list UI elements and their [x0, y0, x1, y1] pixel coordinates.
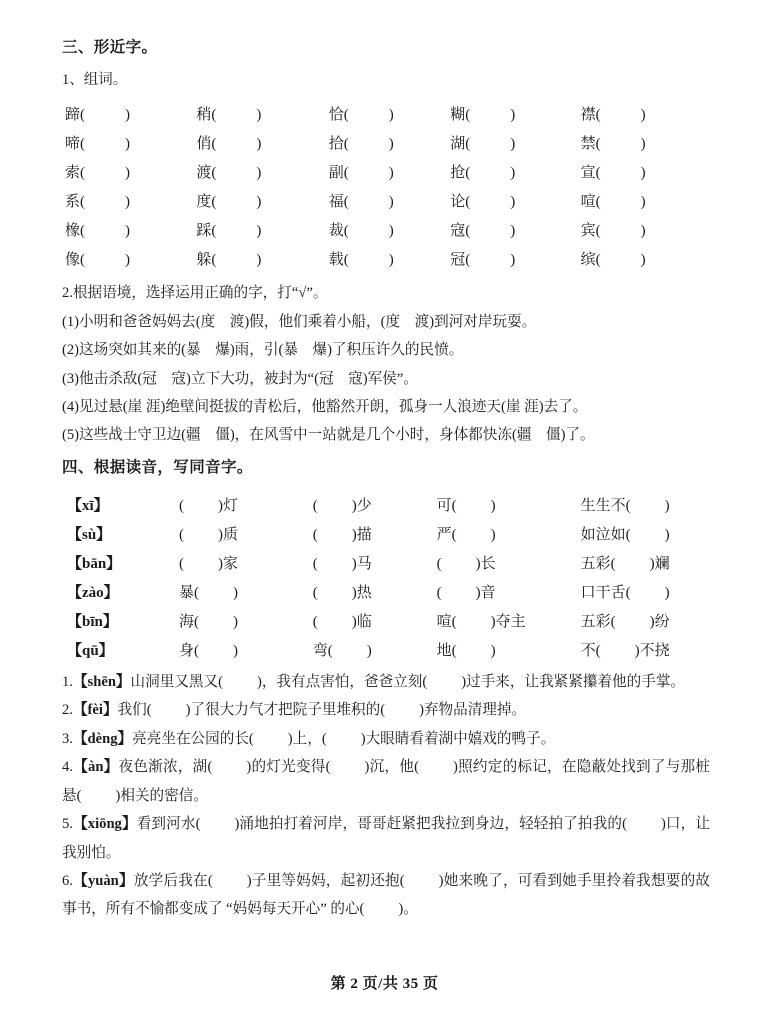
- grid-cell: [62, 157, 196, 186]
- cell-prefix: 严(: [436, 526, 457, 543]
- page-content: [62, 38, 710, 924]
- grid-cell: [62, 128, 196, 157]
- cell-suffix: )描: [351, 526, 372, 543]
- cell-prefix: 口干舌(: [580, 584, 631, 601]
- cell-prefix: 身(: [179, 642, 199, 659]
- grid-cell: [62, 99, 196, 128]
- sentence-part: 亮亮坐在公园的长(: [132, 730, 254, 747]
- pinyin-label: 【zào】: [67, 584, 119, 601]
- similar-characters-grid: [62, 99, 710, 273]
- close-paren: ): [388, 252, 394, 269]
- cell-char: 宣(: [580, 165, 601, 182]
- homophone-cell: [313, 577, 437, 606]
- pinyin-label: 【yuàn】: [72, 873, 134, 890]
- pinyin-label: 【shēn】: [72, 673, 131, 690]
- pinyin-label: 【sù】: [67, 526, 112, 543]
- cell-char: 缤(: [580, 252, 601, 269]
- sentence-part: )照约定的标记，在隐蔽处找到了与那桩悬(: [62, 759, 710, 804]
- fill-sentence-1[interactable]: [62, 668, 710, 696]
- close-paren: ): [256, 107, 262, 124]
- cell-char: 躲(: [196, 252, 217, 269]
- cell-char: 副(: [328, 165, 349, 182]
- sentence-part: )她来晚了，可看到她手里拎着我想要的故事书，所有不愉都变成了 “妈妈每天开心” 的心(: [62, 873, 710, 918]
- cell-prefix: 弯(: [312, 642, 333, 659]
- cell-char: 稍(: [196, 107, 217, 124]
- close-paren: ): [640, 136, 646, 153]
- close-paren: ): [388, 165, 394, 182]
- cell-prefix: (: [179, 555, 184, 572]
- fill-sentence-3[interactable]: [62, 725, 710, 753]
- close-paren: ): [640, 252, 646, 269]
- close-paren: ): [388, 107, 394, 124]
- fill-sentence-2[interactable]: [62, 696, 710, 724]
- cell-suffix: )少: [351, 497, 372, 514]
- item-number: 5.: [62, 816, 73, 833]
- cell-prefix: (: [312, 584, 318, 601]
- grid-cell: [581, 244, 710, 273]
- cell-char: 像(: [65, 252, 85, 269]
- close-paren: ): [256, 165, 262, 182]
- close-paren: ): [125, 223, 130, 240]
- cell-char: 抢(: [450, 165, 471, 182]
- grid-cell: [450, 186, 580, 215]
- cell-char: 福(: [328, 194, 349, 211]
- cell-suffix: )马: [351, 555, 372, 572]
- cell-char: 系(: [65, 194, 85, 211]
- sentence-part: 山洞里又黑又(: [130, 673, 223, 690]
- cell-suffix: )长: [475, 555, 496, 572]
- cell-prefix: (: [436, 584, 442, 601]
- item-number: 1.: [62, 673, 73, 690]
- cell-char: 俏(: [196, 136, 217, 153]
- table-row: [62, 244, 710, 273]
- cell-char: 论(: [450, 194, 471, 211]
- choice-question-3[interactable]: (3)他击杀敌(冠 寇)立下大功，被封为“(冠 寇)军侯”。: [62, 370, 418, 387]
- grid-cell: [196, 244, 328, 273]
- pinyin-label: 【xī】: [67, 497, 109, 514]
- cell-prefix: (: [312, 526, 318, 543]
- sentence-part: )的灯光变得(: [246, 759, 331, 776]
- cell-suffix: )临: [351, 613, 372, 630]
- homophone-cell: [313, 519, 437, 548]
- cell-suffix: )不挠: [634, 642, 670, 659]
- cell-prefix: 可(: [436, 497, 457, 514]
- table-row: [62, 157, 710, 186]
- sentence-part: )口，让我别怕。: [62, 816, 710, 861]
- homophone-table: [62, 490, 710, 664]
- cell-char: 蹄(: [65, 107, 85, 124]
- grid-cell: [329, 99, 450, 128]
- cell-suffix: ): [664, 584, 670, 601]
- grid-cell: [196, 215, 328, 244]
- cell-prefix: (: [436, 555, 442, 572]
- cell-prefix: 暴(: [179, 584, 199, 601]
- cell-prefix: (: [312, 555, 318, 572]
- cell-char: 禁(: [580, 136, 601, 153]
- homophone-cell: [179, 490, 313, 519]
- close-paren: ): [640, 107, 646, 124]
- cell-suffix: )灯: [218, 497, 238, 514]
- grid-cell: [329, 128, 450, 157]
- cell-prefix: (: [312, 497, 318, 514]
- cell-char: 宾(: [580, 223, 601, 240]
- close-paren: ): [388, 194, 394, 211]
- cell-char: 寇(: [450, 223, 471, 240]
- cell-prefix: (: [179, 497, 184, 514]
- pinyin-label: 【fèi】: [72, 702, 118, 719]
- close-paren: ): [256, 136, 262, 153]
- homophone-cell: [437, 519, 581, 548]
- close-paren: ): [510, 165, 516, 182]
- sentence-part: )。: [398, 901, 418, 918]
- cell-char: 湖(: [450, 136, 471, 153]
- cell-suffix: )热: [351, 584, 372, 601]
- grid-cell: [62, 244, 196, 273]
- homophone-cell: [437, 490, 581, 519]
- homophone-cell: [437, 635, 581, 664]
- close-paren: ): [125, 107, 130, 124]
- grid-cell: [329, 215, 450, 244]
- sentence-part: )子里等妈妈，起初还抱(: [246, 873, 405, 890]
- cell-prefix: 如泣如(: [580, 526, 631, 543]
- cell-prefix: 地(: [436, 642, 457, 659]
- table-row: [62, 186, 710, 215]
- pinyin-label: 【bīn】: [67, 613, 118, 630]
- choice-question-5[interactable]: (5)这些战士守卫边(疆 僵)，在风雪中一站就是几个小时，身体都快冻(疆 僵)了。: [62, 427, 595, 444]
- choice-question-2[interactable]: (2)这场突如其来的(暴 爆)雨，引(暴 爆)了积压许久的民愤。: [62, 342, 464, 359]
- table-row: [62, 606, 710, 635]
- grid-cell: [196, 128, 328, 157]
- grid-cell: [450, 128, 580, 157]
- item-number: 2.: [62, 702, 73, 719]
- sentence-part: )过手来，让我紧紧攥着他的手掌。: [461, 673, 686, 690]
- close-paren: ): [256, 223, 262, 240]
- homophone-cell: [313, 490, 437, 519]
- grid-cell: [450, 244, 580, 273]
- close-paren: ): [510, 252, 516, 269]
- close-paren: ): [388, 223, 394, 240]
- close-paren: ): [256, 194, 262, 211]
- close-paren: ): [510, 223, 516, 240]
- grid-cell: [329, 244, 450, 273]
- sentence-part: )相关的密信。: [115, 787, 208, 804]
- homophone-cell: [581, 635, 710, 664]
- cell-char: 糊(: [450, 107, 471, 124]
- sentence-part: )沉，他(: [364, 759, 419, 776]
- cell-suffix: ): [664, 497, 670, 514]
- cell-suffix: ): [490, 526, 496, 543]
- sentence-part: 夜色渐浓，湖(: [118, 759, 213, 776]
- homophone-cell: [437, 577, 581, 606]
- grid-cell: [196, 99, 328, 128]
- cell-char: 索(: [65, 165, 85, 182]
- homophone-cell: [179, 606, 313, 635]
- item-number: 4.: [62, 759, 73, 776]
- table-row: [62, 635, 710, 664]
- close-paren: ): [510, 107, 516, 124]
- homophone-cell: [313, 548, 437, 577]
- close-paren: ): [640, 223, 646, 240]
- grid-cell: [450, 99, 580, 128]
- close-paren: ): [510, 136, 516, 153]
- cell-char: 载(: [328, 252, 349, 269]
- cell-suffix: )纷: [649, 613, 670, 630]
- cell-suffix: ): [490, 497, 496, 514]
- close-paren: ): [388, 136, 394, 153]
- table-row: [62, 215, 710, 244]
- cell-suffix: )斓: [649, 555, 670, 572]
- cell-char: 冠(: [450, 252, 471, 269]
- close-paren: ): [640, 194, 646, 211]
- sentence-part: )大眼睛看着湖中嬉戏的鸭子。: [360, 730, 556, 747]
- grid-cell: [450, 157, 580, 186]
- section-heading-3: 三、形近字。: [62, 39, 158, 56]
- sentence-part: )上，(: [287, 730, 327, 747]
- cell-prefix: 喧(: [436, 613, 457, 630]
- cell-char: 渡(: [196, 165, 217, 182]
- table-row: [62, 99, 710, 128]
- close-paren: ): [125, 252, 130, 269]
- grid-cell: [581, 157, 710, 186]
- cell-suffix: ): [490, 642, 496, 659]
- grid-cell: [329, 186, 450, 215]
- choice-question-4[interactable]: (4)见过悬(崖 涯)绝壁间挺拔的青松后，他豁然开朗，孤身一人浪迹天(崖 涯)去了。: [62, 399, 588, 416]
- homophone-cell: [437, 606, 581, 635]
- homophone-cell: [437, 548, 581, 577]
- pinyin-label: 【àn】: [72, 759, 119, 776]
- homophone-cell: [179, 548, 313, 577]
- cell-suffix: ): [233, 613, 238, 630]
- sentence-part: )，我有点害怕，爸爸立刻(: [256, 673, 428, 690]
- section-heading-4: 四、根据读音，写同音字。: [62, 458, 253, 476]
- subsection-heading-3-1: 1、组词。: [62, 71, 128, 88]
- table-row: [62, 519, 710, 548]
- close-paren: ): [125, 136, 130, 153]
- homophone-cell: [313, 606, 437, 635]
- subsection-heading-3-2: 2.根据语境，选择运用正确的字，打“√”。: [62, 285, 328, 302]
- cell-prefix: 不(: [580, 642, 601, 659]
- sentence-part: )了很大力气才把院子里堆积的(: [185, 702, 386, 719]
- cell-char: 恰(: [328, 107, 349, 124]
- item-number: 3.: [62, 730, 73, 747]
- sentence-part: )涌地拍打着河岸，哥哥赶紧把我拉到身边，轻轻拍了拍我的(: [234, 816, 627, 833]
- table-row: [62, 548, 710, 577]
- cell-suffix: ): [366, 642, 372, 659]
- cell-prefix: 生生不(: [580, 497, 631, 514]
- cell-char: 啼(: [65, 136, 85, 153]
- sentence-part: )弃物品清理掉。: [419, 702, 527, 719]
- cell-suffix: )质: [218, 526, 238, 543]
- cell-suffix: )音: [475, 584, 496, 601]
- grid-cell: [581, 128, 710, 157]
- cell-char: 裁(: [328, 223, 349, 240]
- item-number: 6.: [62, 873, 73, 890]
- cell-prefix: (: [179, 526, 184, 543]
- pinyin-label: 【dèng】: [72, 730, 133, 747]
- cell-char: 喧(: [580, 194, 601, 211]
- sentence-part: 放学后我在(: [133, 873, 213, 890]
- homophone-cell: [581, 490, 710, 519]
- fill-sentence-5[interactable]: [62, 810, 710, 867]
- close-paren: ): [510, 194, 516, 211]
- cell-prefix: 五彩(: [580, 613, 616, 630]
- grid-cell: [62, 186, 196, 215]
- homophone-cell: [581, 548, 710, 577]
- table-row: [62, 490, 710, 519]
- spacer: [62, 450, 710, 458]
- cell-char: 拾(: [328, 136, 349, 153]
- close-paren: ): [256, 252, 262, 269]
- cell-suffix: ): [233, 584, 238, 601]
- homophone-cell: [581, 519, 710, 548]
- table-row: [62, 128, 710, 157]
- cell-char: 襟(: [580, 107, 601, 124]
- grid-cell: [329, 157, 450, 186]
- homophone-cell: [581, 606, 710, 635]
- homophone-cell: [313, 635, 437, 664]
- cell-prefix: 五彩(: [580, 555, 616, 572]
- pinyin-label: 【qū】: [67, 642, 114, 659]
- homophone-cell: [581, 577, 710, 606]
- grid-cell: [62, 215, 196, 244]
- grid-cell: [581, 99, 710, 128]
- grid-cell: [581, 215, 710, 244]
- homophone-cell: [179, 635, 313, 664]
- cell-suffix: ): [664, 526, 670, 543]
- grid-cell: [581, 186, 710, 215]
- homophone-cell: [179, 519, 313, 548]
- close-paren: ): [640, 165, 646, 182]
- cell-suffix: )夺主: [490, 613, 526, 630]
- cell-suffix: ): [233, 642, 238, 659]
- cell-suffix: )家: [218, 555, 238, 572]
- page-footer: 第 2 页/共 35 页: [330, 976, 439, 992]
- close-paren: ): [125, 165, 130, 182]
- grid-cell: [196, 186, 328, 215]
- table-row: [62, 577, 710, 606]
- fill-sentence-4[interactable]: [62, 753, 710, 810]
- cell-char: 橡(: [65, 223, 85, 240]
- grid-cell: [196, 157, 328, 186]
- cell-char: 踩(: [196, 223, 217, 240]
- sentence-part: 看到河水(: [136, 816, 201, 833]
- cell-prefix: (: [312, 613, 318, 630]
- cell-prefix: 海(: [179, 613, 199, 630]
- fill-sentence-6[interactable]: [62, 867, 710, 924]
- pinyin-label: 【bān】: [67, 555, 122, 572]
- cell-char: 度(: [196, 194, 217, 211]
- grid-cell: [450, 215, 580, 244]
- choice-question-1[interactable]: (1)小明和爸爸妈妈去(度 渡)假，他们乘着小船，(度 渡)到河对岸玩耍。: [62, 313, 537, 330]
- close-paren: ): [125, 194, 130, 211]
- pinyin-label: 【xiōng】: [72, 816, 137, 833]
- homophone-cell: [179, 577, 313, 606]
- sentence-part: 我们(: [117, 702, 152, 719]
